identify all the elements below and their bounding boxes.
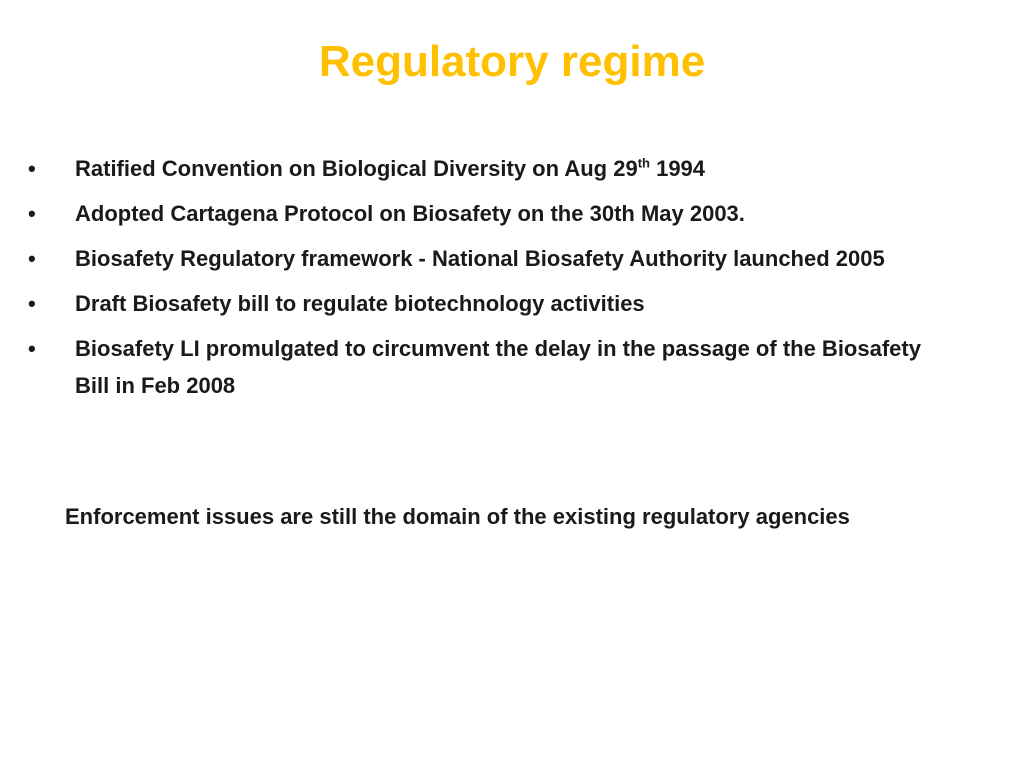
bullet-text: Ratified Convention on Biological Diversity on Aug 29th 1994 [75,155,706,181]
bullet-item [28,150,928,187]
bullet-item [28,240,928,277]
bullet-item [28,285,928,322]
ordinal-suffix: th [637,155,650,171]
bullet-icon: • [28,156,36,181]
bullet-item [28,330,928,404]
bullet-icon: • [28,246,36,271]
bullet-item [28,195,928,232]
bullet-list [28,150,928,412]
bullet-text: Draft Biosafety bill to regulate biotechnology activities [75,291,645,316]
slide-title: Regulatory regime [318,37,706,86]
bullet-icon: • [28,201,36,226]
bullet-text: Biosafety Regulatory framework - National Biosafety Authority launched 2005 [75,246,885,271]
bullet-icon: • [28,291,36,316]
bullet-text: Adopted Cartagena Protocol on Biosafety on the 30th May 2003. [75,201,745,226]
enforcement-note: Enforcement issues are still the domain of the existing regulatory agencies [65,504,850,529]
bullet-text: Biosafety LI promulgated to circumvent the delay in the passage of the Biosafety Bill in Feb 2008 [75,336,921,398]
bullet-icon: • [28,336,36,361]
